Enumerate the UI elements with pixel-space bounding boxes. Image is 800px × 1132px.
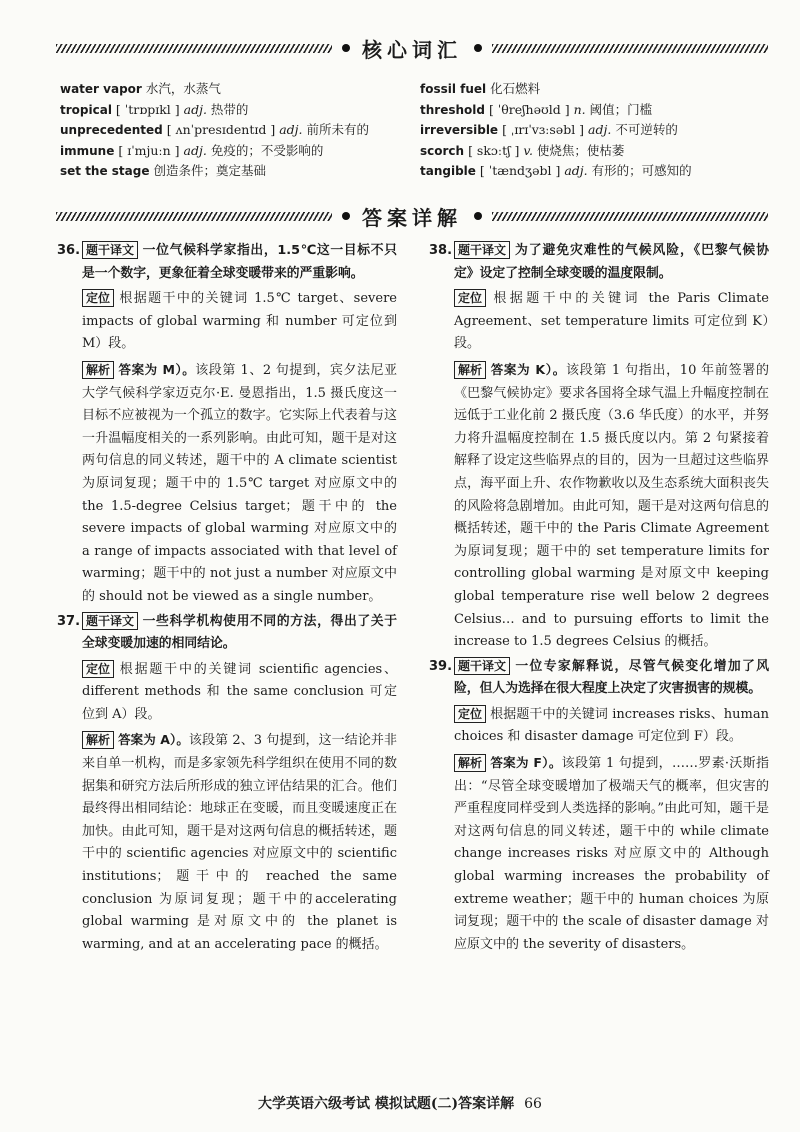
vocab-entry: tropical [ ˈtrɒpɪkl ] adj. 热带的 xyxy=(60,101,249,117)
question-translation: 为了避免灾难性的气候风险，《巴黎气候协定》设定了控制全球变暖的温度限制。 xyxy=(454,243,769,281)
question-number: 36. xyxy=(57,243,81,258)
answer-label: 答案为 M）。 xyxy=(118,361,196,377)
question-translation: 一位气候科学家指出，1.5℃这一目标不只是一个数字，更象征着全球变暖带来的严重影响。 xyxy=(82,243,397,281)
analysis-tag: 解析 xyxy=(454,754,486,772)
question-translation: 一些科学机构使用不同的方法，得出了关于全球变暖加速的相同结论。 xyxy=(82,613,397,652)
locate-tag: 定位 xyxy=(82,289,114,307)
translation-tag: 题干译文 xyxy=(454,241,510,259)
vocab-column-left xyxy=(60,79,420,197)
answers-section-header xyxy=(56,202,768,230)
locate-paragraph: 定位 根据题干中的关键词 1.5℃ target、severe impacts of global warming 和 number 可定位到 M）段。 xyxy=(82,291,397,352)
locate-paragraph: 定位 根据题干中的关键词 the Paris Climate Agreement、set temperature limits 可定位到 K）段。 xyxy=(454,291,769,352)
vocab-entry: threshold [ ˈθreʃhəʊld ] n. 阈值；门槛 xyxy=(420,101,653,117)
analysis-paragraph: 解析 答案为 K）。该段第 1 句指出，10 年前签署的《巴黎气候协定》要求各国将全球气温上升幅度控制在远低于工业化前 2 摄氏度（3.6 华氏度）的水平，并努力将升温幅度控制在 1.5 摄氏度以内。第 2 句紧接着解释了设定这些临界点的目的，因为一旦超过这些临界点，海平面上升、农作物歉收以及生态系统大面积丧失的风险将急剧增加。由此可知，题干是对这两句信息的概括转述，题干中的 the Paris Climate Agreement 为原词复现；题干中的 set temperature limits for controlling global warming 是对原文中 keeping global temperature rise well below 2 degrees Celsius… and to pursuing efforts to limit the increase to 1.5 degrees Celsius 的概括。 xyxy=(454,361,769,650)
hatch-rule-left xyxy=(56,44,332,53)
locate-tag: 定位 xyxy=(454,289,486,307)
analysis-tag: 解析 xyxy=(454,361,486,379)
translation-tag: 题干译文 xyxy=(454,657,510,675)
page-footer xyxy=(0,1093,800,1113)
vocab-entry: immune [ ɪˈmjuːn ] adj. 免疫的；不受影响的 xyxy=(60,142,324,158)
locate-paragraph: 定位 根据题干中的关键词 increases risks、human choices 和 disaster damage 可定位到 F）段。 xyxy=(454,706,769,745)
vocab-entry: set the stage 创造条件；奠定基础 xyxy=(60,163,266,178)
vocab-section-header xyxy=(56,34,768,62)
locate-tag: 定位 xyxy=(82,660,114,678)
question-number: 37. xyxy=(57,613,81,629)
analysis-tag: 解析 xyxy=(82,361,114,379)
answer-label: 答案为 A）。 xyxy=(118,732,189,748)
vocab-list xyxy=(60,79,772,197)
answer-label: 答案为 F）。 xyxy=(490,755,562,771)
locate-tag: 定位 xyxy=(454,705,486,723)
vocab-entry: unprecedented [ ʌnˈpresɪdentɪd ] adj. 前所未有的 xyxy=(60,122,370,137)
analysis-paragraph: 解析 答案为 M）。该段第 1、2 句提到，宾夕法尼亚大学气候科学家迈克尔·E. 曼恩指出，1.5 摄氏度这一目标不应被视为一个孤立的数字。它实际上代表着与这一升温幅度相关的一系列影响。由此可知，题干是对这两句信息的同义转述，题干中的 A climate scientist 为原词复现；题干中的 1.5℃ target 对应原文中的 the 1.5-degree Celsius target；题干中的 the severe impacts of global warming 对应原文中的 a range of impacts associated with that level of warming；题干中的 not just a number 对应原文中的 should not be viewed as a single number。 xyxy=(82,361,397,604)
question-39 xyxy=(429,656,769,957)
vocab-column-right xyxy=(420,79,772,197)
question-38 xyxy=(429,240,769,654)
question-translation: 一位专家解释说，尽管气候变化增加了风险，但人为选择在很大程度上决定了灾害损害的规模。 xyxy=(454,658,769,697)
hatch-rule-left xyxy=(56,212,332,221)
translation-tag: 题干译文 xyxy=(82,241,138,259)
question-number: 39. xyxy=(429,658,453,674)
page-number: 66 xyxy=(524,1096,542,1112)
answers-column-right xyxy=(429,240,769,1080)
bullet-dot xyxy=(474,212,482,220)
vocab-entry: irreversible [ ˌɪrɪˈvɜːsəbl ] adj. 不可逆转的 xyxy=(420,122,678,137)
bullet-dot xyxy=(474,44,482,52)
locate-paragraph: 定位 根据题干中的关键词 scientific agencies、different methods 和 the same conclusion 可定位到 A）段。 xyxy=(82,661,397,722)
hatch-rule-right xyxy=(492,212,768,221)
vocab-entry: tangible [ ˈtændʒəbl ] adj. 有形的；可感知的 xyxy=(420,163,692,178)
analysis-tag: 解析 xyxy=(82,731,114,749)
analysis-paragraph: 解析 答案为 F）。该段第 1 句提到，……罗素·沃斯指出：“尽管全球变暖增加了极端天气的概率，但灾害的严重程度同样受到人类选择的影响。”由此可知，题干是对这两句信息的同义转述，题干中的 while climate change increases risks 对应原文中的 Although global warming increases the probability of extreme weather；题干中的 human choices 为原词复现；题干中的 the scale of disaster damage 对应原文中的 the severity of disasters。 xyxy=(454,755,769,952)
question-37 xyxy=(57,611,397,957)
answer-label: 答案为 K）。 xyxy=(490,361,566,377)
answers-body xyxy=(57,240,769,1080)
analysis-paragraph: 解析 答案为 A）。该段第 2、3 句提到，这一结论并非来自单一机构，而是多家领先科学组织在使用不同的数据集和研究方法后所形成的独立评估结果的汇合。他们最终得出相同结论：地球正在变暖，而且变暖速度正在加快。由此可知，题干是对这两句信息的概括转述，题干中的 scientific agencies 对应原文中的 scientific institutions；题干中的 reached the same conclusion 为原词复现；题干中的accelerating global warming 是对原文中的 the planet is warming, and at an accelerating pace 的概括。 xyxy=(82,732,397,952)
answers-column-left xyxy=(57,240,397,1080)
hatch-rule-right xyxy=(492,44,768,53)
vocab-entry: water vapor 水汽，水蒸气 xyxy=(60,81,221,96)
vocab-entry: fossil fuel 化石燃料 xyxy=(420,81,541,96)
question-36 xyxy=(57,240,397,609)
bullet-dot xyxy=(342,212,350,220)
vocab-title: 核心词汇 xyxy=(362,37,462,62)
footer-title: 大学英语六级考试 模拟试题(二)答案详解 xyxy=(258,1096,515,1112)
question-number: 38. xyxy=(429,243,453,258)
translation-tag: 题干译文 xyxy=(82,612,138,630)
answers-title: 答案详解 xyxy=(362,205,462,230)
bullet-dot xyxy=(342,44,350,52)
vocab-entry: scorch [ skɔːtʃ ] v. 使烧焦；使枯萎 xyxy=(420,142,625,158)
